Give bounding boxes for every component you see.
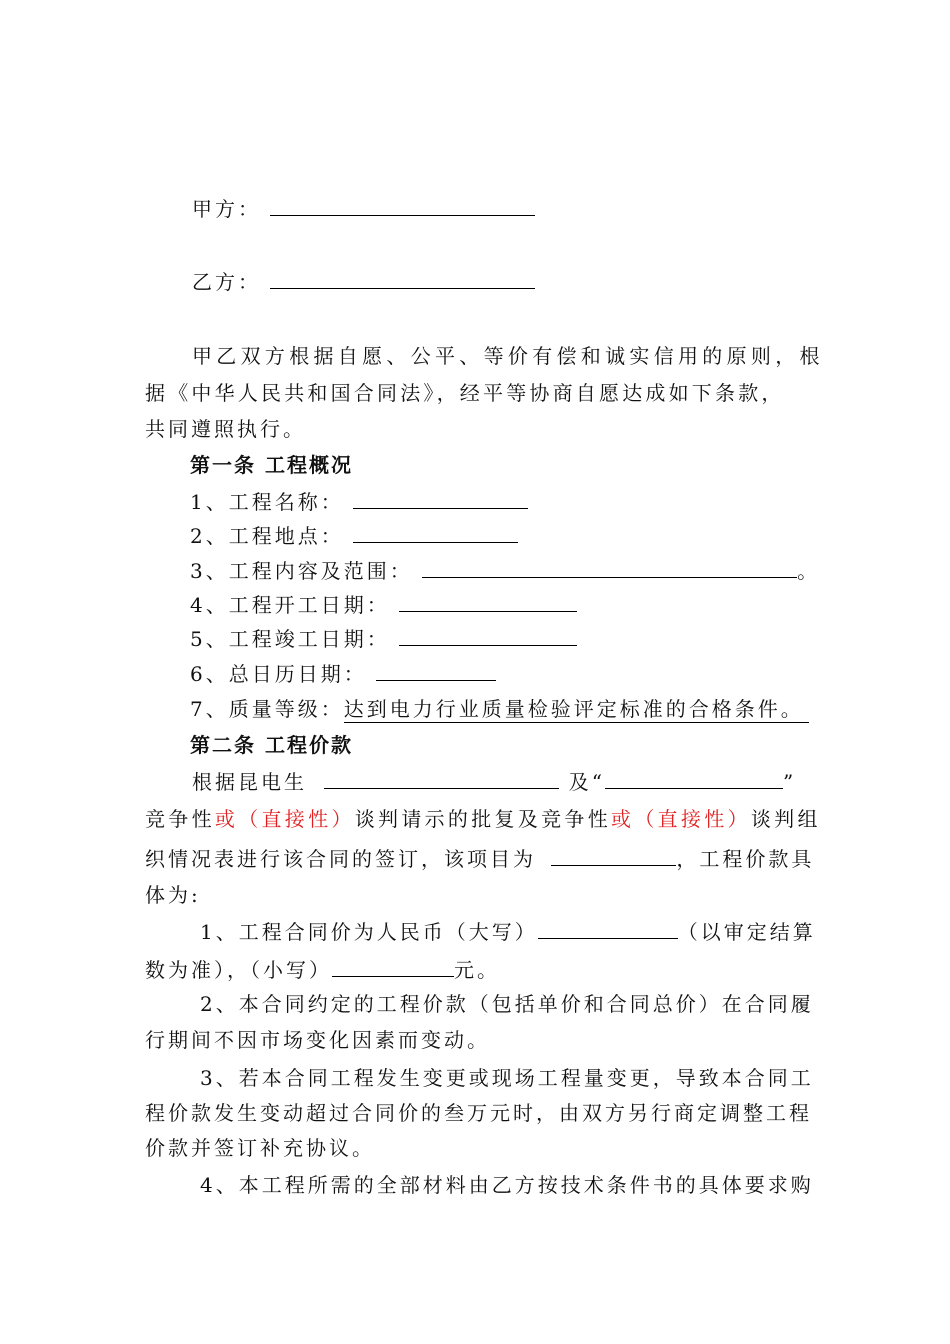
red-or-direct-2: 或（直接性） — [611, 807, 751, 831]
basis-and: 及“ — [568, 770, 605, 794]
article2-p1-line-2 — [145, 806, 821, 832]
project-item-blank[interactable] — [551, 845, 676, 866]
intro-line-2: 据《中华人民共和国合同法》，经平等协商自愿达成如下条款， — [145, 381, 785, 405]
project-name-label: 1、工程名称： — [190, 490, 344, 514]
p1-l2-c: 谈判组 — [750, 807, 821, 831]
price-lowercase-blank[interactable] — [332, 956, 454, 977]
project-scope-label: 3、工程内容及范围： — [190, 559, 413, 583]
article2-p1-line-3 — [145, 845, 814, 872]
price-item-1-line-2 — [145, 956, 500, 983]
p1-l2-b: 谈判请示的批复及竞争性 — [354, 807, 612, 831]
party-b-row — [192, 268, 535, 295]
price-uppercase-label: 1、工程合同价为人民币（大写） — [200, 920, 538, 944]
price-item-2-line-2: 行期间不因市场变化因素而变动。 — [145, 1028, 490, 1052]
p1-l2-a: 竞争性 — [145, 807, 215, 831]
quality-grade-label: 7、质量等级： — [190, 697, 344, 721]
article1-item-1 — [190, 488, 528, 515]
project-name-blank[interactable] — [353, 488, 528, 509]
article1-item-3 — [190, 557, 820, 584]
price-item-2-line-1: 2、本合同约定的工程价款（包括单价和合同总价）在合同履 — [200, 992, 814, 1016]
intro-line-1: 甲乙双方根据自愿、公平、等价有偿和诚实信用的原则，根 — [192, 344, 824, 368]
completion-date-blank[interactable] — [399, 625, 577, 646]
red-or-direct-1: 或（直接性） — [214, 807, 355, 831]
price-item-1-line-1 — [200, 918, 816, 945]
start-date-label: 4、工程开工日期： — [190, 593, 390, 617]
party-b-blank[interactable] — [270, 268, 535, 289]
party-a-blank[interactable] — [270, 195, 535, 216]
article1-item-6 — [190, 660, 496, 687]
project-scope-period: 。 — [797, 559, 821, 583]
p1-l3-b: ，工程价款具 — [676, 847, 815, 871]
calendar-days-blank[interactable] — [376, 660, 496, 681]
price-note: （以审定结算 — [677, 920, 816, 944]
completion-date-label: 5、工程竣工日期： — [190, 627, 390, 651]
article1-item-2 — [190, 522, 518, 549]
article2-p1-line-4: 体为: — [145, 883, 201, 907]
basis-quote-close: ” — [782, 770, 797, 794]
price-item-3-line-2: 程价款发生变动超过合同价的叁万元时，由双方另行商定调整工程 — [145, 1101, 812, 1125]
article1-item-4 — [190, 591, 577, 618]
article1-item-5 — [190, 625, 577, 652]
price-uppercase-blank[interactable] — [538, 918, 678, 939]
price-unit: 元。 — [454, 958, 500, 982]
party-a-label: 甲方： — [192, 197, 261, 221]
project-scope-blank[interactable] — [422, 557, 797, 578]
basis-quote-blank[interactable] — [605, 768, 783, 789]
price-item-4-line-1: 4、本工程所需的全部材料由乙方按技术条件书的具体要求购 — [200, 1173, 814, 1197]
price-item-3-line-3: 价款并签订补充协议。 — [145, 1136, 375, 1160]
party-b-label: 乙方： — [192, 270, 261, 294]
party-a-row — [192, 195, 535, 222]
price-lowercase-label: 数为准），（小写） — [145, 958, 332, 982]
basis-doc-blank[interactable] — [324, 768, 559, 789]
price-item-3-line-1: 3、若本合同工程发生变更或现场工程量变更，导致本合同工 — [200, 1066, 814, 1090]
article1-item-7 — [190, 696, 809, 722]
article2-heading: 第二条 工程价款 — [190, 733, 353, 757]
intro-line-3: 共同遵照执行。 — [145, 417, 306, 441]
p1-l3-a: 织情况表进行该合同的签订，该项目为 — [145, 847, 536, 871]
calendar-days-label: 6、总日历日期： — [190, 662, 367, 686]
start-date-blank[interactable] — [399, 591, 577, 612]
project-location-label: 2、工程地点： — [190, 524, 344, 548]
basis-prefix: 根据昆电生 — [192, 770, 307, 794]
article1-heading: 第一条 工程概况 — [190, 453, 353, 477]
project-location-blank[interactable] — [353, 522, 518, 543]
article2-p1-line-1 — [192, 768, 796, 795]
quality-grade-value: 达到电力行业质量检验评定标准的合格条件。 — [343, 697, 804, 721]
